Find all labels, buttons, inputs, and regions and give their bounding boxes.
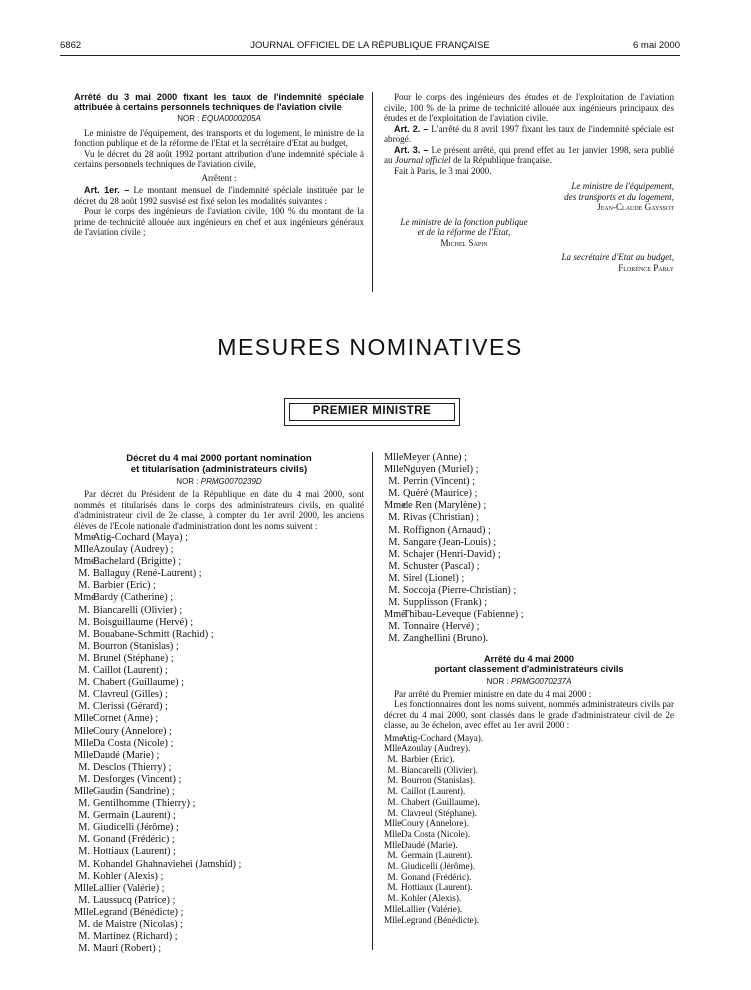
person-name: Meyer (Anne) ; — [403, 452, 468, 463]
person-name: Lallier (Valérie). — [401, 903, 463, 914]
person-name: Nguyen (Muriel) ; — [403, 464, 479, 476]
civility-title: M. — [78, 943, 90, 955]
list-item — [74, 859, 364, 871]
list-item — [74, 846, 364, 858]
person-name: Germain (Laurent) ; — [93, 810, 176, 822]
civility-title: M. — [388, 633, 400, 645]
person-name: Daudé (Marie) ; — [93, 749, 160, 761]
person-name: Azoulay (Audrey). — [401, 743, 471, 754]
decret-names-list — [74, 532, 364, 955]
person-name: Da Costa (Nicole) ; — [93, 737, 174, 749]
list-item — [384, 488, 674, 500]
list-item — [384, 573, 674, 585]
civility-title: M. — [78, 834, 90, 846]
person-name: Cornet (Anne) ; — [93, 713, 159, 725]
person-name: Hottiaux (Laurent) ; — [93, 846, 176, 858]
list-item — [74, 810, 364, 822]
civility-title: Mlle — [384, 914, 402, 925]
arrete2-p1: Par arrêté du Premier ministre en date du 4 mai 2000 : — [394, 688, 592, 699]
civility-title: Mlle — [384, 903, 402, 914]
person-name: Desclos (Thierry) ; — [93, 761, 172, 773]
header-rule — [60, 55, 680, 56]
arrete1-p4: Pour le corps des ingénieurs des études et de l'exploitation de l'aviation civile, 100 % de la prime de technicité allouée aux ingénieurs principaux des études et de l'exploitation de l'aviation civile. — [384, 92, 674, 123]
list-item — [74, 883, 364, 895]
civility-title: Mlle — [384, 818, 402, 829]
list-item — [74, 943, 364, 955]
sig2-name: Michel Sapin — [440, 237, 488, 248]
person-name: Coury (Annelore). — [401, 818, 469, 829]
art3-journal: Journal officiel — [394, 155, 451, 165]
civility-title: M. — [387, 807, 398, 818]
sig1-line2: des transports et du logement, — [564, 191, 674, 202]
issue-date: 6 mai 2000 — [632, 40, 680, 51]
list-item — [384, 476, 674, 488]
sig1-name: Jean-Claude Gayssot — [597, 202, 674, 212]
column-divider-bottom — [372, 452, 373, 950]
list-item — [74, 617, 364, 629]
list-item — [384, 621, 674, 633]
person-name: Sangare (Jean-Louis) ; — [403, 536, 497, 548]
list-item — [74, 762, 364, 774]
civility-title: M. — [78, 858, 90, 870]
list-item — [384, 915, 674, 926]
arrete2-nor — [384, 677, 674, 686]
civility-title: M. — [78, 640, 90, 652]
person-name: Schuster (Pascal) ; — [403, 560, 480, 572]
arrete1-art3 — [384, 145, 674, 166]
arrete1-nor — [74, 114, 364, 125]
arrete2-column — [384, 654, 674, 925]
list-item — [384, 808, 674, 819]
person-name: Azoulay (Audrey) ; — [93, 544, 174, 556]
person-name: Quéré (Maurice) ; — [403, 488, 478, 500]
civility-title: M. — [78, 822, 90, 834]
signature-3 — [384, 252, 674, 273]
list-item — [74, 750, 364, 762]
art1-label: Art. 1er. – — [84, 185, 130, 195]
person-name: de Maistre (Nicolas) ; — [93, 919, 184, 930]
list-item — [74, 931, 364, 943]
list-item — [74, 544, 364, 556]
person-name: de Ren (Marylène) ; — [403, 500, 487, 512]
list-item — [384, 452, 674, 464]
civility-title: M. — [78, 810, 90, 822]
civility-title: Mlle — [384, 839, 402, 850]
decret-intro: Par décret du Président de la République en date du 4 mai 2000, sont nommés et titularisés dans le corps des administrateurs civils, en qualité d'administrateur civil de 2e classe, à compter du 1er avril 2000, les anciens élèves de l'Ecole nationale d'administration dont les noms suivent : — [74, 489, 364, 531]
civility-title: M. — [387, 764, 398, 775]
civility-title: Mlle — [74, 713, 94, 725]
person-name: Caillot (Laurent) ; — [93, 665, 168, 677]
list-item — [384, 850, 674, 861]
civility-title: Mlle — [74, 737, 94, 749]
list-item — [384, 537, 674, 549]
list-item — [74, 629, 364, 641]
person-name: Martinez (Richard) ; — [93, 931, 178, 943]
person-name: Ballaguy (René-Laurent) ; — [93, 568, 202, 580]
person-name: Lallier (Valérie) ; — [93, 882, 165, 894]
list-item — [384, 585, 674, 597]
nor-code: PRMG0070239D — [200, 477, 262, 486]
person-name: Mauri (Robert) ; — [93, 943, 162, 955]
list-item — [74, 907, 364, 919]
arrete2-text — [384, 689, 674, 731]
person-name: Thibau-Leveque (Fabienne) ; — [403, 609, 524, 621]
civility-title: M. — [388, 548, 400, 560]
page-number: 6862 — [60, 40, 82, 51]
list-item — [384, 882, 674, 893]
list-item — [74, 641, 364, 653]
civility-title: M. — [388, 621, 400, 633]
civility-title: Mme — [74, 556, 96, 568]
person-name: Hottiaux (Laurent). — [401, 882, 473, 893]
person-name: Clavreul (Stéphane). — [401, 807, 478, 818]
civility-title: M. — [388, 524, 400, 536]
civility-title: Mlle — [74, 882, 94, 894]
list-item — [74, 592, 364, 604]
person-name: Giudicelli (Jérôme) ; — [93, 822, 179, 834]
person-name: Daudé (Marie). — [401, 839, 458, 850]
list-item — [74, 677, 364, 689]
list-item — [384, 872, 674, 883]
list-item — [74, 871, 364, 883]
list-item — [384, 525, 674, 537]
civility-title: M. — [388, 476, 400, 488]
person-name: Biancarelli (Olivier) ; — [93, 604, 183, 616]
person-name: Laussucq (Patrice) ; — [93, 894, 176, 906]
decret-names-list-continued — [384, 452, 674, 646]
decret-title-line2: et titularisation (administrateurs civils) — [130, 463, 308, 475]
page-header — [60, 40, 680, 54]
civility-title: M. — [78, 773, 90, 785]
civility-title: M. — [387, 871, 398, 882]
civility-title: Mme — [384, 609, 406, 621]
list-item — [384, 597, 674, 609]
list-item — [384, 512, 674, 524]
arrete1-right-column — [384, 92, 674, 273]
civility-title: Mme — [384, 732, 404, 743]
person-name: Schajer (Henri-David) ; — [403, 548, 501, 560]
sig1-line1: Le ministre de l'équipement, — [571, 181, 674, 191]
civility-title: Mlle — [384, 452, 404, 463]
list-item — [384, 464, 674, 476]
person-name: Barbier (Eric) ; — [93, 580, 156, 592]
person-name: Chabert (Guillaume) ; — [93, 677, 184, 689]
civility-title: M. — [387, 754, 398, 764]
arrete1-left-column — [74, 92, 364, 238]
art3-text-b: de la République française. — [452, 155, 552, 165]
person-name: Kohler (Alexis). — [401, 893, 462, 904]
person-name: Coury (Annelore) ; — [93, 725, 172, 737]
civility-title: M. — [388, 560, 400, 572]
person-name: Tonnaire (Hervé) ; — [403, 621, 480, 633]
art3-label: Art. 3. – — [394, 144, 429, 155]
list-item — [384, 561, 674, 573]
civility-title: Mme — [384, 500, 406, 512]
list-item — [384, 609, 674, 621]
list-item — [384, 893, 674, 904]
list-item — [384, 861, 674, 872]
civility-title: M. — [78, 604, 90, 616]
civility-title: Mlle — [74, 725, 94, 737]
sig2-line2: et de la réforme de l'Etat, — [417, 227, 511, 237]
nor-code: EQUA0000205A — [201, 114, 261, 123]
list-item — [74, 786, 364, 798]
civility-title: Mlle — [74, 749, 94, 761]
list-item — [74, 701, 364, 713]
person-name: Giudicelli (Jérôme). — [401, 861, 475, 872]
list-item — [384, 765, 674, 776]
civility-title: M. — [387, 775, 398, 786]
list-item — [74, 605, 364, 617]
civility-title: M. — [388, 512, 400, 524]
arrete1-fait: Fait à Paris, le 3 mai 2000. — [394, 165, 492, 176]
civility-title: Mlle — [74, 906, 94, 918]
arrete2-title-line1: Arrêté du 4 mai 2000 — [484, 654, 574, 664]
civility-title: M. — [78, 628, 90, 640]
person-name: Kohler (Alexis) ; — [93, 870, 164, 882]
list-item — [74, 689, 364, 701]
person-name: Legrand (Bénédicte) ; — [93, 906, 184, 918]
decret-intro-wrap — [74, 489, 364, 531]
decret-column — [74, 454, 364, 955]
decret-title-line1: Décret du 4 mai 2000 portant nomination — [126, 453, 312, 464]
civility-title: M. — [387, 861, 398, 872]
person-name: Gonand (Frédéric). — [401, 871, 472, 882]
list-item — [384, 818, 674, 829]
nor-code: PRMG0070237A — [510, 676, 572, 686]
civility-title: M. — [388, 572, 400, 584]
civility-title: M. — [78, 846, 90, 858]
person-name: Gaudin (Sandrine) ; — [93, 785, 175, 797]
journal-title: JOURNAL OFFICIEL DE LA RÉPUBLIQUE FRANÇAISE — [250, 40, 490, 51]
nor-label: NOR : — [177, 114, 200, 123]
person-name: Sirel (Lionel) ; — [403, 572, 465, 584]
list-item — [74, 834, 364, 846]
civility-title: M. — [388, 488, 400, 500]
premier-ministre-title: PREMIER MINISTRE — [289, 403, 455, 421]
person-name: Legrand (Bénédicte). — [401, 914, 480, 925]
person-name: Biancarelli (Olivier). — [401, 764, 479, 775]
art2-text: L'arrêté du 8 avril 1997 fixant les taux de l'indemnité spéciale est abrogé. — [384, 123, 674, 144]
mesures-nominatives-title: MESURES NOMINATIVES — [217, 334, 523, 360]
arrete1-art2 — [384, 124, 674, 145]
civility-title: Mlle — [384, 464, 404, 476]
list-item — [384, 743, 674, 754]
list-item — [74, 556, 364, 568]
list-item — [74, 774, 364, 786]
decret-nor — [74, 477, 364, 486]
list-item — [74, 532, 364, 544]
list-item — [384, 786, 674, 797]
civility-title: M. — [387, 850, 398, 861]
civility-title: M. — [388, 597, 400, 609]
person-name: Soccoja (Pierre-Christian) ; — [403, 585, 517, 597]
list-item — [384, 633, 674, 645]
person-name: Kohandel Ghahnaviehei (Jamshid) ; — [93, 858, 242, 870]
arrete1-art1 — [74, 185, 364, 206]
column-divider-top — [372, 92, 373, 292]
civility-title: Mme — [74, 532, 96, 543]
list-item — [74, 665, 364, 677]
person-name: Brunel (Stéphane) ; — [93, 652, 174, 664]
list-item — [384, 733, 674, 744]
person-name: Bouabane-Schmitt (Rachid) ; — [93, 628, 214, 640]
list-item — [384, 500, 674, 512]
person-name: Perrin (Vincent) ; — [403, 476, 476, 488]
list-item — [74, 919, 364, 931]
signature-2 — [384, 217, 544, 249]
art2-label: Art. 2. – — [394, 123, 429, 134]
list-item — [384, 797, 674, 808]
person-name: Barbier (Eric). — [401, 754, 455, 764]
civility-title: M. — [78, 701, 90, 713]
civility-title: M. — [78, 798, 90, 810]
civility-title: M. — [387, 882, 398, 893]
arrete1-visa-decret: Vu le décret du 28 août 1992 portant attribution d'une indemnité spéciale à certains personnels techniques de l'aviation civile, — [74, 148, 364, 169]
person-name: Gonand (Frédéric) ; — [93, 834, 175, 846]
person-name: Bachelard (Brigitte) ; — [93, 556, 182, 568]
nor-label: NOR : — [486, 676, 509, 686]
list-item — [74, 895, 364, 907]
list-item — [384, 829, 674, 840]
civility-title: M. — [78, 568, 90, 580]
civility-title: M. — [78, 870, 90, 882]
person-name: Bourron (Stanislas). — [401, 775, 476, 786]
person-name: Caillot (Laurent). — [401, 786, 466, 797]
arrete1-visa-intro: Le ministre de l'équipement, des transports et du logement, le ministre de la fonction publique et de la réforme de l'Etat et la secrétaire d'Etat au budget, — [74, 127, 364, 148]
list-item — [384, 775, 674, 786]
person-name: Chabert (Guillaume). — [401, 796, 480, 807]
civility-title: M. — [78, 931, 90, 943]
person-name: Desforges (Vincent) ; — [93, 773, 182, 785]
civility-title: M. — [78, 580, 90, 592]
list-item — [74, 568, 364, 580]
arrete1-title: Arrêté du 3 mai 2000 fixant les taux de l'indemnité spéciale attribuée à certains personnels techniques de l'aviation civile — [74, 92, 364, 112]
list-item — [74, 653, 364, 665]
decret-title — [74, 454, 364, 475]
civility-title: M. — [388, 585, 400, 597]
civility-title: M. — [78, 761, 90, 773]
person-name: Bourron (Stanislas) ; — [93, 640, 179, 652]
list-item — [74, 738, 364, 750]
arrete2-names-list — [384, 733, 674, 926]
person-name: Roffignon (Arnaud) ; — [403, 524, 491, 536]
list-item — [74, 713, 364, 725]
list-item — [384, 904, 674, 915]
list-item — [74, 798, 364, 810]
arrete1-p3: Pour le corps des ingénieurs de l'aviation civile, 100 % du montant de la prime de technicité allouée aux ingénieurs en chef et aux ingénieurs généraux de l'aviation civile ; — [74, 206, 364, 237]
civility-title: M. — [78, 652, 90, 664]
person-name: Gentilhomme (Thierry) ; — [93, 798, 196, 810]
civility-title: Mme — [74, 592, 96, 604]
civility-title: M. — [78, 919, 90, 930]
person-name: Atig-Cochard (Maya). — [401, 732, 484, 743]
person-name: Clerissi (Gérard) ; — [93, 701, 168, 713]
person-name: Supplisson (Frank) ; — [403, 597, 488, 609]
civility-title: Mlle — [384, 743, 402, 754]
person-name: Da Costa (Nicole). — [401, 828, 471, 839]
civility-title: M. — [388, 536, 400, 548]
arrete1-arretent: Arrêtent : — [201, 172, 237, 183]
civility-title: M. — [78, 689, 90, 701]
list-item — [384, 754, 674, 765]
nor-label: NOR : — [176, 477, 199, 486]
civility-title: M. — [78, 665, 90, 677]
civility-title: M. — [387, 796, 398, 807]
civility-title: Mlle — [74, 544, 94, 556]
civility-title: M. — [387, 893, 398, 904]
art3-text-a: Le présent arrêté, qui prend effet au 1er janvier 1998, sera publié au — [384, 144, 674, 165]
person-name: Rivas (Christian) ; — [403, 512, 480, 524]
person-name: Bardy (Catherine) ; — [93, 592, 174, 604]
civility-title: M. — [387, 786, 398, 797]
sig3-name: Florence Parly — [618, 262, 674, 273]
person-name: Clavreul (Gilles) ; — [93, 689, 168, 701]
sig3-line1: La secrétaire d'Etat au budget, — [561, 252, 674, 262]
list-item — [74, 822, 364, 834]
person-name: Boisguillaume (Hervé) ; — [93, 616, 194, 628]
person-name: Atig-Cochard (Maya) ; — [93, 532, 188, 543]
person-name: Germain (Laurent). — [401, 850, 473, 861]
civility-title: M. — [78, 616, 90, 628]
sig2-line1: Le ministre de la fonction publique — [400, 216, 528, 227]
civility-title: Mlle — [384, 828, 402, 839]
arrete2-title-line2: portant classement d'administrateurs civils — [434, 664, 624, 675]
list-item — [384, 840, 674, 851]
signature-1 — [384, 181, 674, 213]
list-item — [384, 549, 674, 561]
art1-text: Le montant mensuel de l'indemnité spéciale instituée par le décret du 28 août 1992 susvisé est fixé selon les modalités suivantes : — [74, 185, 364, 206]
civility-title: Mlle — [74, 785, 94, 797]
arrete2-p2: Les fonctionnaires dont les noms suivent, nommés administrateurs civils par décret du 4 mai 2000, sont classés dans le grade d'administrateur civil de 2e classe, au 3e échelon, avec effet au 1er avril 2000 : — [384, 699, 674, 731]
arrete2-title — [384, 654, 674, 675]
civility-title: M. — [78, 677, 90, 689]
civility-title: M. — [78, 894, 90, 906]
list-item — [74, 580, 364, 592]
list-item — [74, 726, 364, 738]
person-name: Zanghellini (Bruno). — [403, 633, 489, 645]
section-box — [284, 398, 460, 426]
